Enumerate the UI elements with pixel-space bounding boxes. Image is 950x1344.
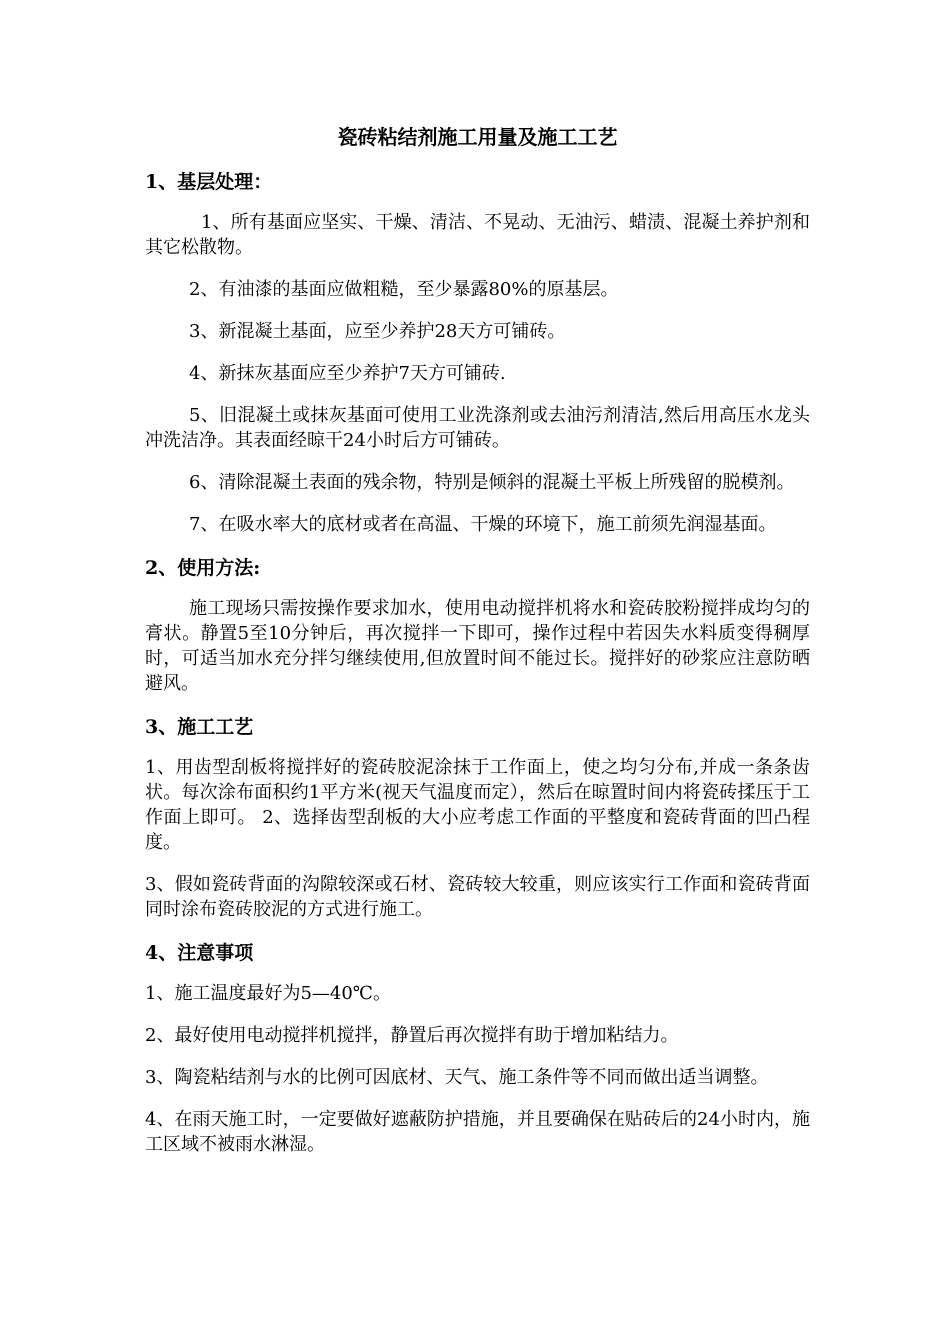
section-3-item: 3、假如瓷砖背面的沟隙较深或石材、瓷砖较大较重，则应该实行工作面和瓷砖背面同时涂布瓷砖胶泥的方式进行施工。 xyxy=(145,874,810,920)
section-3-item: 1、用齿型刮板将搅拌好的瓷砖胶泥涂抹于工作面上，使之均匀分布,并成一条条齿状。每次涂布面积约1平方米(视天气温度而定），然后在晾置时间内将瓷砖揉压于工作面上即可。 2、选择齿型刮板的大小应考虑工作面的平整度和瓷砖背面的凹凸程度。 xyxy=(145,757,810,853)
section-1-heading: 1、基层处理： xyxy=(145,171,273,193)
section-1-item: 3、新混凝土基面，应至少养护28天方可铺砖。 xyxy=(189,321,566,342)
section-4-item: 2、最好使用电动搅拌机搅拌，静置后再次搅拌有助于增加粘结力。 xyxy=(145,1025,679,1046)
section-1-item: 4、新抹灰基面应至少养护7天方可铺砖. xyxy=(189,363,506,384)
section-1-item: 1、所有基面应坚实、干燥、清洁、不晃动、无油污、蜡渍、混凝土养护剂和其它松散物。 xyxy=(145,212,810,258)
section-2-text: 施工现场只需按操作要求加水，使用电动搅拌机将水和瓷砖胶粉搅拌成均匀的膏状。静置5至10分钟后，再次搅拌一下即可，操作过程中若因失水料质变得稠厚时，可适当加水充分拌匀继续使用,但放置时间不能过长。搅拌好的砂浆应注意防晒避风。 xyxy=(145,598,810,694)
document-title: 瓷砖粘结剂施工用量及施工工艺 xyxy=(337,125,618,149)
section-1-item: 7、在吸水率大的底材或者在高温、干燥的环境下，施工前须先润湿基面。 xyxy=(189,514,777,535)
section-4-item: 3、陶瓷粘结剂与水的比例可因底材、天气、施工条件等不同而做出适当调整。 xyxy=(145,1067,769,1088)
section-3-heading: 3、施工工艺 xyxy=(145,716,254,738)
document-body xyxy=(145,122,810,1174)
section-4-item: 1、施工温度最好为5—40℃。 xyxy=(145,983,391,1004)
section-4-heading: 4、注意事项 xyxy=(145,942,254,964)
section-1-item: 2、有油漆的基面应做粗糙，至少暴露80%的原基层。 xyxy=(189,279,619,300)
section-1-item: 6、清除混凝土表面的残余物，特别是倾斜的混凝土平板上所残留的脱模剂。 xyxy=(189,472,795,493)
section-1-item: 5、旧混凝土或抹灰基面可使用工业洗涤剂或去油污剂清洁,然后用高压水龙头冲洗洁净。其表面经晾干24小时后方可铺砖。 xyxy=(145,405,810,451)
section-2-heading: 2、使用方法: xyxy=(145,557,261,579)
section-4-item: 4、在雨天施工时，一定要做好遮蔽防护措施，并且要确保在贴砖后的24小时内，施工区域不被雨水淋湿。 xyxy=(145,1109,810,1155)
